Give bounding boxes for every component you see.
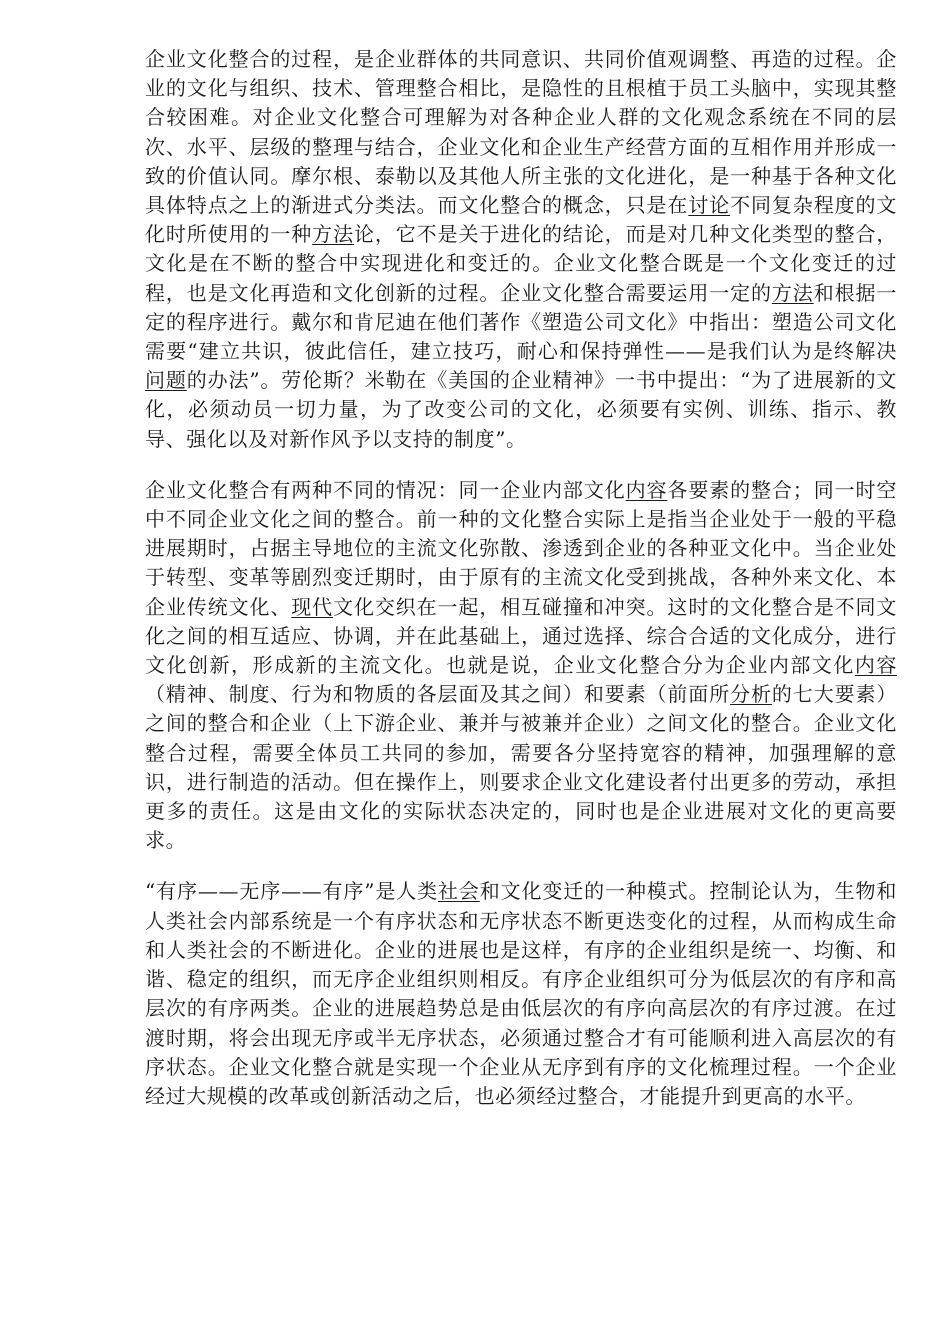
link-modern[interactable]: 现代 bbox=[291, 594, 334, 619]
text-segment: 文化交织在一起，相互碰撞和冲突。这时的文化整合是不同文化之间的相互适应、协调，并在此基础上，通过选择、综合合适的文化成分，进行文化创新，形成新的主流文化。也就是说，企业文化整合分为企业内部文化 bbox=[145, 594, 897, 678]
link-content-2[interactable]: 内容 bbox=[854, 653, 897, 678]
text-segment: 的办法”。劳伦斯？米勒在《美国的企业精神》一书中提出：“为了进展新的文化，必须动员一切力量，为了改变公司的文化，必须要有实例、训练、指示、教导、强化以及对新作风予以支持的制度”。 bbox=[145, 368, 898, 451]
link-discussion[interactable]: 讨论 bbox=[688, 193, 731, 218]
text-segment: 的七大要素）之间的整合和企业（上下游企业、兼并与被兼并企业）之间文化的整合。企业文化整合过程，需要全体员工共同的参加，需要各分坚持宽容的精神，加强理解的意识，进行制造的活动。但在操作上，则要求企业文化建设者付出更多的劳动，承担更多的责任。这是由文化的实际状态决定的，同时也是企业进展对文化的更高要求。 bbox=[145, 682, 897, 853]
text-segment: 企业文化整合的过程，是企业群体的共同意识、共同价值观调整、再造的过程。企业的文化与组织、技术、管理整合相比，是隐性的且根植于员工头脑中，实现其整合较困难。对企业文化整合可理解为对各种企业人群的文化观念系统在不同的层次、水平、层级的整理与结合，企业文化和企业生产经营方面的互相作用并形成一致的价值认同。摩尔根、泰勒以及其他人所主张的文化进化，是一种基于各种文化具体特点之上的渐进式分类法。而文化整合的概念，只是在 bbox=[145, 47, 897, 218]
text-segment: 和文化变迁的一种模式。控制论认为，生物和人类社会内部系统是一个有序状态和无序状态不断更迭变化的过程，从而构成生命和人类社会的不断进化。企业的进展也是这样，有序的企业组织是统一、均衡、和谐、稳定的组织，而无序企业组织则相反。有序企业组织可分为低层次的有序和高层次的有序两类。企业的进展趋势总是由低层次的有序向高层次的有序过渡。在过渡时期，将会出现无序或半无序状态，必须通过整合才有可能顺利进入高层次的有序状态。企业文化整合就是实现一个企业从无序到有序的文化梳理过程。一个企业经过大规模的改革或创新活动之后，也必须经过整合，才能提升到更高的水平。 bbox=[145, 879, 898, 1108]
link-analysis[interactable]: 分析 bbox=[730, 682, 772, 707]
link-method[interactable]: 方法 bbox=[312, 222, 354, 247]
text-segment: “有序——无序——有序”是人类 bbox=[145, 879, 439, 904]
text-segment: 和根据一定的程序进行。戴尔和肯尼迪在他们著作《塑造公司文化》中指出：塑造公司文化需要“建立共识，彼此信任，建立技巧，耐心和保持弹性——是我们认为是终解决 bbox=[145, 280, 897, 364]
link-method-2[interactable]: 方法 bbox=[771, 280, 814, 305]
paragraph-3 bbox=[145, 877, 897, 1111]
text-segment: 各要素的整合；同一时空中不同企业文化之间的整合。前一种的文化整合实际上是指当企业处于一般的平稳进展期时，占据主导地位的主流文化弥散、渗透到企业的各种亚文化中。当企业处于转型、变革等剧烈变迁期时，由于原有的主流文化受到挑战，各种外来文化、本企业传统文化、 bbox=[145, 477, 897, 619]
text-segment: （精神、制度、行为和物质的各层面及其之间）和要素（前面所 bbox=[145, 682, 731, 707]
paragraph-1 bbox=[145, 45, 897, 454]
paragraph-2 bbox=[145, 476, 897, 856]
link-problem[interactable]: 问题 bbox=[145, 368, 187, 393]
document-body bbox=[145, 45, 897, 1133]
link-society[interactable]: 社会 bbox=[438, 879, 480, 904]
text-segment: 不同复杂程度的文化时所使用的一种 bbox=[145, 193, 897, 247]
text-segment: 企业文化整合有两种不同的情况：同一企业内部文化 bbox=[145, 477, 626, 502]
text-segment: 论，它不是关于进化的结论，而是对几种文化类型的整合，文化是在不断的整合中实现进化和变迁的。企业文化整合既是一个文化变迁的过程，也是文化再造和文化创新的过程。企业文化整合需要运用一定的 bbox=[145, 222, 897, 305]
link-content[interactable]: 内容 bbox=[625, 477, 668, 502]
